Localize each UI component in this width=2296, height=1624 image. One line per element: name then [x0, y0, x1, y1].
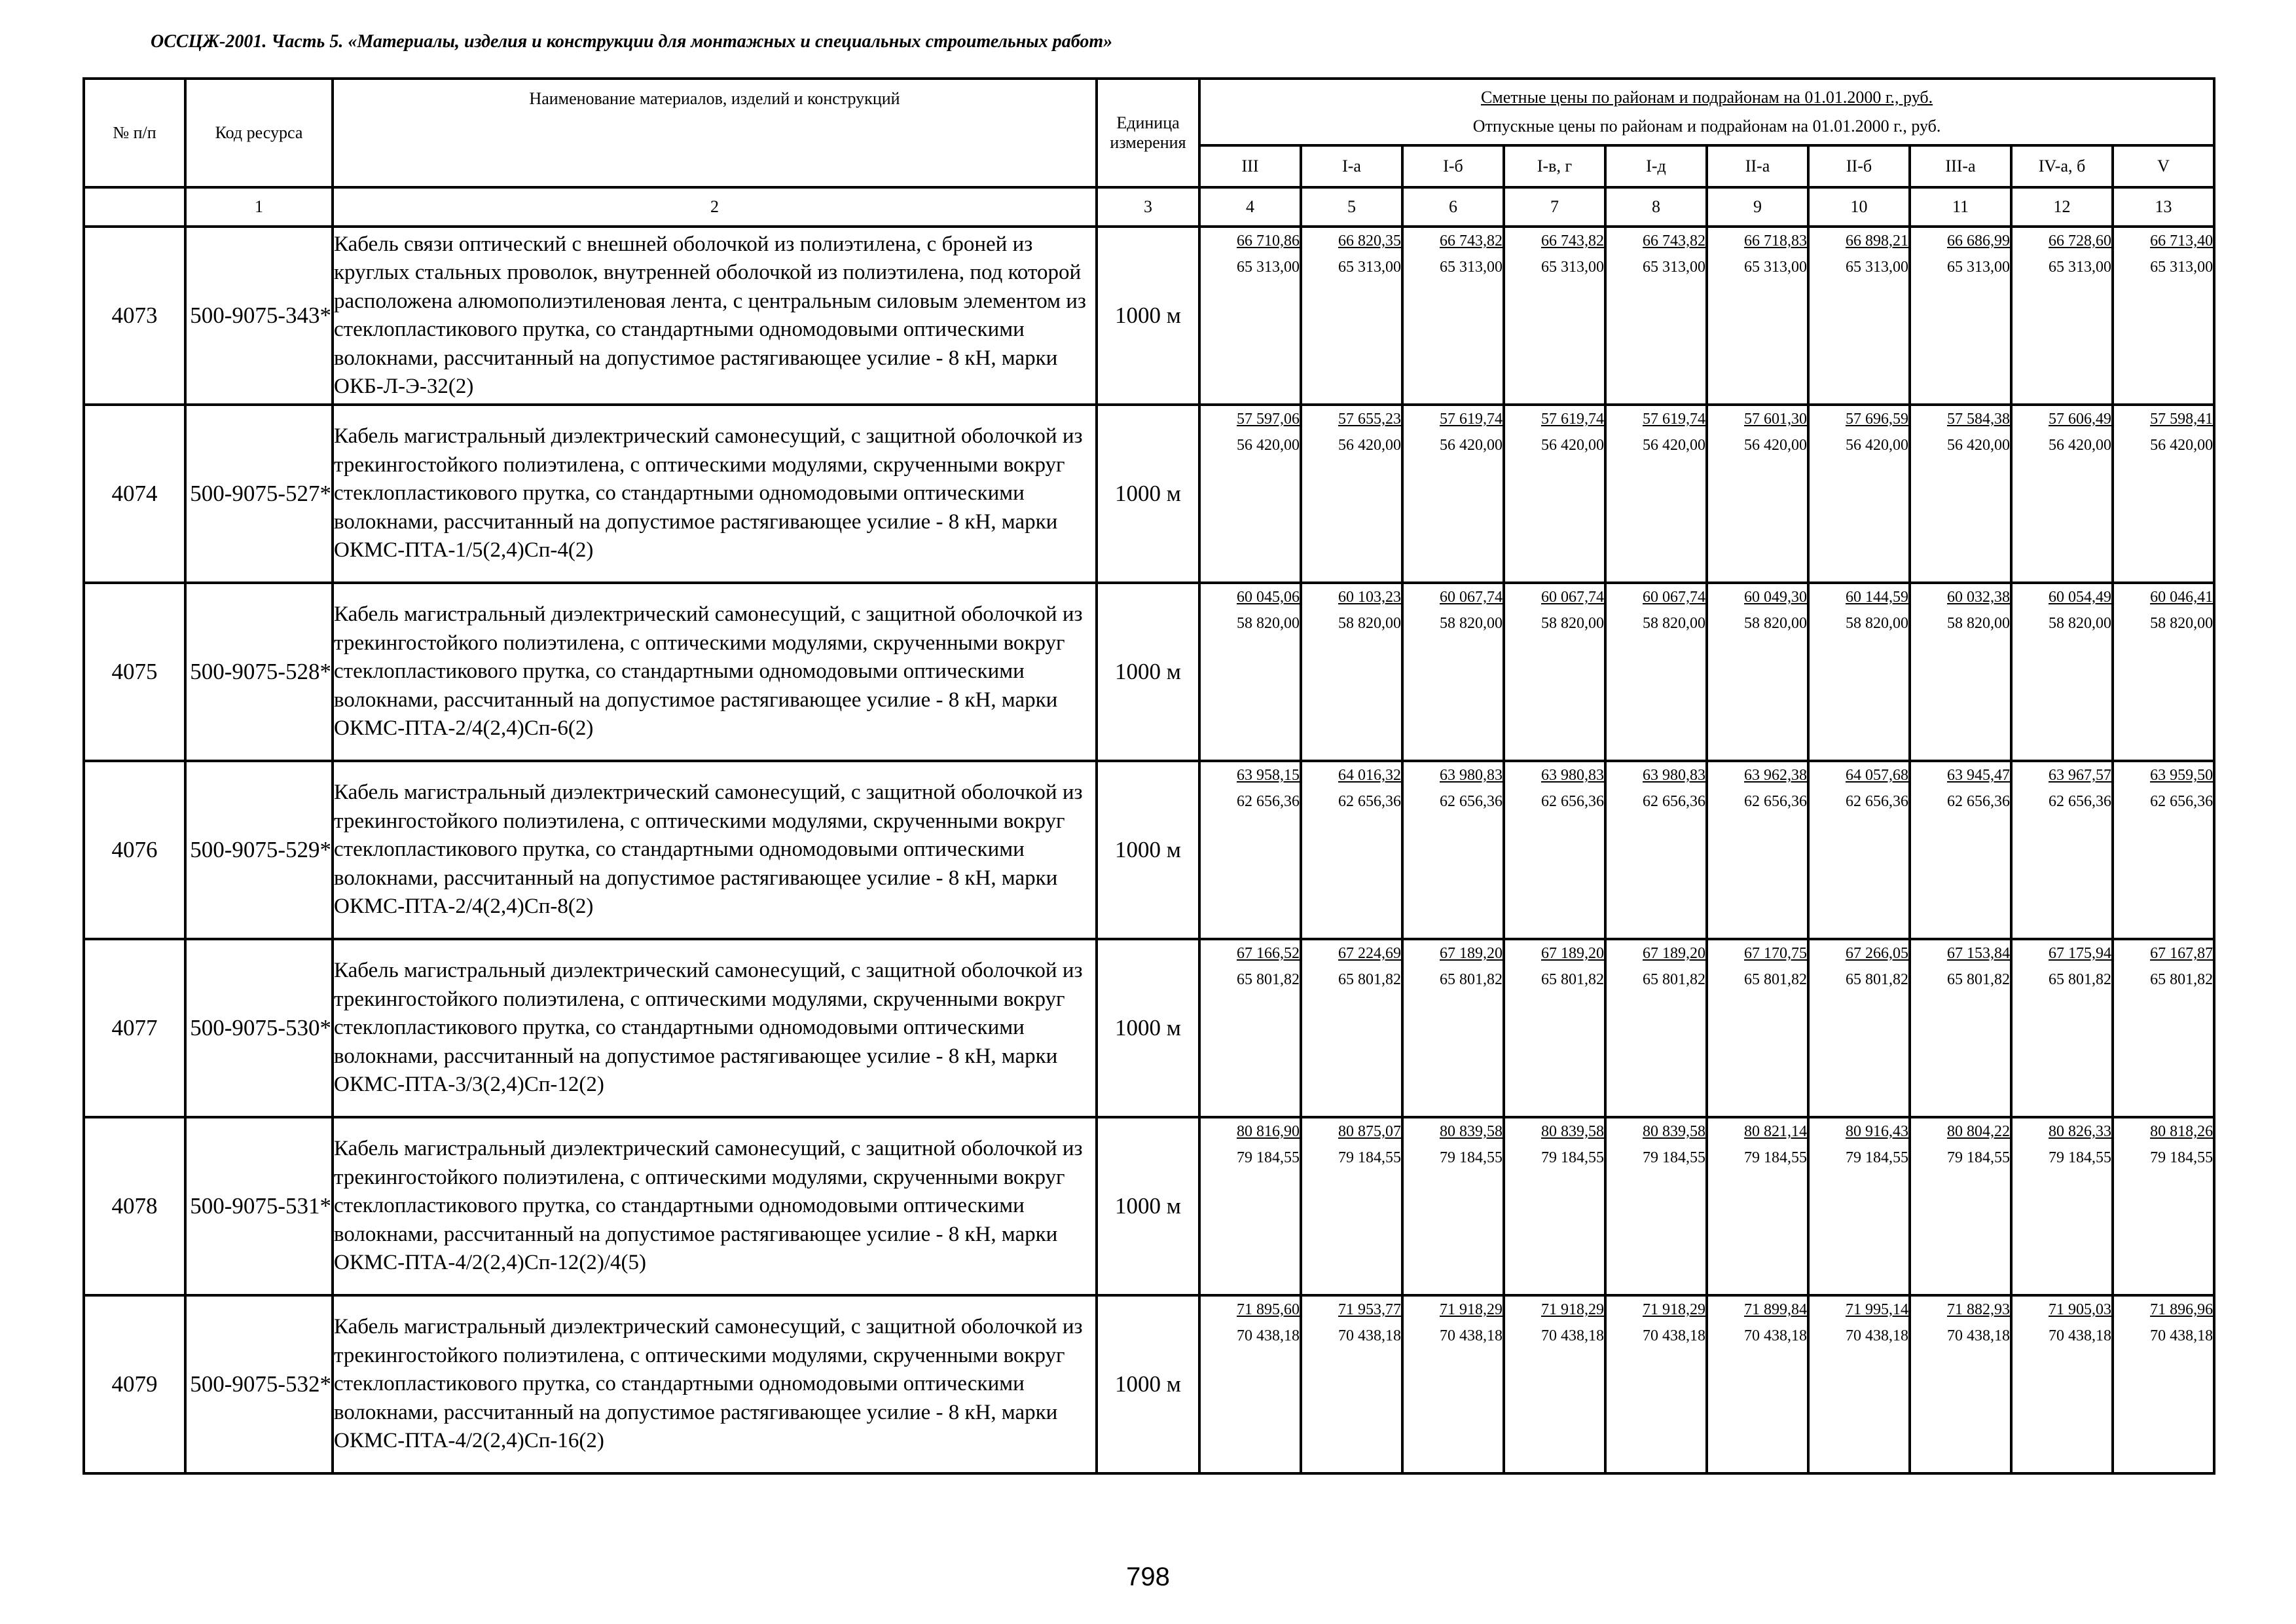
region-header: I-а — [1301, 145, 1402, 187]
price-cell — [1199, 761, 1301, 939]
estimate-price: 57 597,06 — [1237, 411, 1300, 428]
unit-of-measure: 1000 м — [1097, 939, 1199, 1117]
release-price: 58 820,00 — [1744, 615, 1807, 632]
estimate-price: 67 153,84 — [1947, 945, 2010, 962]
resource-code: 500-9075-529* — [185, 761, 333, 939]
price-cell — [1301, 761, 1402, 939]
release-price: 62 656,36 — [1947, 793, 2010, 810]
price-cell — [1402, 1117, 1504, 1295]
resource-code: 500-9075-528* — [185, 583, 333, 761]
price-cell — [1707, 761, 1808, 939]
estimate-price: 80 839,58 — [1643, 1123, 1705, 1140]
price-cell — [1402, 583, 1504, 761]
estimate-price: 57 619,74 — [1643, 411, 1705, 428]
estimate-price: 80 818,26 — [2150, 1123, 2214, 1140]
price-cell — [1301, 1117, 1402, 1295]
estimate-price: 71 953,77 — [1338, 1301, 1401, 1318]
price-cell — [1808, 227, 1910, 405]
estimate-price: 66 686,99 — [1947, 232, 2010, 249]
column-number: 4 — [1199, 187, 1301, 227]
document-header: ОССЦЖ-2001. Часть 5. «Материалы, изделия и конструкции для монтажных и специальных строительных работ» — [151, 31, 1113, 52]
item-name: Кабель магистральный диэлектрический самонесущий, с защитной оболочкой из трекингостойкого полиэтилена, с оптическими модулями, скрученными вокруг стеклопластикового прутка, со стандартными одномодовыми оптическими волокнами, рассчитанный на допустимое растягивающее усилие - 8 кН, марки ОКМС-ПТА-4/2(2,4)Сп-12(2)/4(5) — [333, 1117, 1097, 1295]
estimate-price: 80 839,58 — [1541, 1123, 1604, 1140]
header-unit: Единица измерения — [1097, 79, 1199, 187]
price-cell — [1504, 583, 1605, 761]
release-price: 65 801,82 — [1846, 971, 1908, 988]
price-cell — [1707, 1295, 1808, 1473]
price-cell — [2011, 939, 2113, 1117]
header-num: № п/п — [84, 79, 185, 187]
price-cell — [1707, 583, 1808, 761]
estimate-price: 80 839,58 — [1440, 1123, 1503, 1140]
unit-of-measure: 1000 м — [1097, 1295, 1199, 1473]
page-number: 798 — [1126, 1562, 1170, 1591]
item-name: Кабель магистральный диэлектрический самонесущий, с защитной оболочкой из трекингостойкого полиэтилена, с оптическими модулями, скрученными вокруг стеклопластикового прутка, со стандартными одномодовыми оптическими волокнами, рассчитанный на допустимое растягивающее усилие - 8 кН, марки ОКМС-ПТА-4/2(2,4)Сп-16(2) — [333, 1295, 1097, 1473]
release-price: 65 313,00 — [1947, 259, 2010, 276]
release-price: 56 420,00 — [1440, 437, 1503, 454]
price-cell — [1402, 227, 1504, 405]
price-cell — [1605, 939, 1707, 1117]
estimate-price: 60 144,59 — [1846, 589, 1908, 606]
row-number: 4073 — [84, 227, 185, 405]
release-price: 62 656,36 — [1237, 793, 1300, 810]
release-price: 65 801,82 — [1237, 971, 1300, 988]
column-number: 8 — [1605, 187, 1707, 227]
release-price: 79 184,55 — [1947, 1149, 2010, 1166]
price-cell — [1605, 583, 1707, 761]
region-header: IV-а, б — [2011, 145, 2113, 187]
region-header: II-б — [1808, 145, 1910, 187]
estimate-price: 71 882,93 — [1947, 1301, 2010, 1318]
item-name: Кабель связи оптический с внешней оболочкой из полиэтилена, с броней из круглых стальных проволок, внутренней оболочкой из полиэтилена, под которой расположена алюмополиэтиленовая лента, с центральным силовым элементом из стеклопластикового прутка, со стандартными одномодовыми оптическими волокнами, рассчитанный на допустимое растягивающее усилие - 8 кН, марки ОКБ-Л-Э-32(2) — [333, 227, 1097, 405]
estimate-price: 60 032,38 — [1947, 589, 2010, 606]
release-price: 65 801,82 — [1541, 971, 1604, 988]
row-number: 4078 — [84, 1117, 185, 1295]
price-cell — [1504, 761, 1605, 939]
header-prices — [1199, 79, 2214, 145]
estimate-price: 67 166,52 — [1237, 945, 1300, 962]
release-price: 79 184,55 — [2049, 1149, 2111, 1166]
table-row — [84, 583, 2214, 761]
release-price: 70 438,18 — [1237, 1327, 1300, 1344]
price-cell — [1504, 939, 1605, 1117]
region-header: I-б — [1402, 145, 1504, 187]
region-header: II-а — [1707, 145, 1808, 187]
price-cell — [1605, 227, 1707, 405]
price-cell — [1707, 1117, 1808, 1295]
table-row — [84, 761, 2214, 939]
estimate-price: 64 057,68 — [1846, 767, 1908, 784]
estimate-price: 63 980,83 — [1541, 767, 1604, 784]
release-price: 56 420,00 — [1643, 437, 1705, 454]
release-price: 65 313,00 — [1744, 259, 1807, 276]
estimate-price: 67 189,20 — [1541, 945, 1604, 962]
table-row — [84, 1117, 2214, 1295]
price-cell — [1910, 939, 2011, 1117]
estimate-price: 60 045,06 — [1237, 589, 1300, 606]
estimate-price: 63 958,15 — [1237, 767, 1300, 784]
price-cell — [1402, 939, 1504, 1117]
header-code: Код ресурса — [185, 79, 333, 187]
estimate-price: 71 899,84 — [1744, 1301, 1807, 1318]
release-price: 65 801,82 — [1440, 971, 1503, 988]
row-number: 4075 — [84, 583, 185, 761]
price-cell — [2011, 761, 2113, 939]
item-name: Кабель магистральный диэлектрический самонесущий, с защитной оболочкой из трекингостойкого полиэтилена, с оптическими модулями, скрученными вокруг стеклопластикового прутка, со стандартными одномодовыми оптическими волокнами, рассчитанный на допустимое растягивающее усилие - 8 кН, марки ОКМС-ПТА-2/4(2,4)Сп-6(2) — [333, 583, 1097, 761]
estimate-price: 71 918,29 — [1541, 1301, 1604, 1318]
release-price: 62 656,36 — [2049, 793, 2111, 810]
release-price: 56 420,00 — [1744, 437, 1807, 454]
price-cell — [1605, 1117, 1707, 1295]
estimate-price: 60 049,30 — [1744, 589, 1807, 606]
estimate-price: 60 067,74 — [1440, 589, 1503, 606]
unit-of-measure: 1000 м — [1097, 1117, 1199, 1295]
price-table — [82, 77, 2215, 1475]
estimate-price: 66 728,60 — [2049, 232, 2111, 249]
release-price: 65 313,00 — [1338, 259, 1401, 276]
release-price: 62 656,36 — [2150, 793, 2214, 810]
price-cell — [1301, 939, 1402, 1117]
release-price: 70 438,18 — [1947, 1327, 2010, 1344]
row-number: 4079 — [84, 1295, 185, 1473]
estimate-price: 63 980,83 — [1440, 767, 1503, 784]
column-number-row — [84, 187, 2214, 227]
estimate-price: 57 606,49 — [2049, 411, 2111, 428]
estimate-price: 66 713,40 — [2150, 232, 2214, 249]
price-cell — [1504, 405, 1605, 583]
release-price: 56 420,00 — [1846, 437, 1908, 454]
price-cell — [1199, 1295, 1301, 1473]
item-name: Кабель магистральный диэлектрический самонесущий, с защитной оболочкой из трекингостойкого полиэтилена, с оптическими модулями, скрученными вокруг стеклопластикового прутка, со стандартными одномодовыми оптическими волокнами, рассчитанный на допустимое растягивающее усилие - 8 кН, марки ОКМС-ПТА-3/3(2,4)Сп-12(2) — [333, 939, 1097, 1117]
release-price: 62 656,36 — [1744, 793, 1807, 810]
release-price: 70 438,18 — [1440, 1327, 1503, 1344]
release-price: 56 420,00 — [1947, 437, 2010, 454]
estimate-price: 63 945,47 — [1947, 767, 2010, 784]
price-cell — [1199, 1117, 1301, 1295]
estimate-price: 67 266,05 — [1846, 945, 1908, 962]
row-number: 4077 — [84, 939, 185, 1117]
release-price: 70 438,18 — [2049, 1327, 2111, 1344]
price-cell — [2113, 227, 2214, 405]
estimate-price: 66 710,86 — [1237, 232, 1300, 249]
column-number: 5 — [1301, 187, 1402, 227]
estimate-price: 67 189,20 — [1643, 945, 1705, 962]
release-price: 65 313,00 — [1541, 259, 1604, 276]
price-cell — [2113, 405, 2214, 583]
estimate-price: 63 959,50 — [2150, 767, 2214, 784]
estimate-price: 80 826,33 — [2049, 1123, 2111, 1140]
release-price: 70 438,18 — [1541, 1327, 1604, 1344]
row-number: 4074 — [84, 405, 185, 583]
resource-code: 500-9075-527* — [185, 405, 333, 583]
estimate-price: 67 175,94 — [2049, 945, 2111, 962]
release-price: 70 438,18 — [1744, 1327, 1807, 1344]
estimate-price: 80 916,43 — [1846, 1123, 1908, 1140]
release-price: 62 656,36 — [1846, 793, 1908, 810]
estimate-price: 80 821,14 — [1744, 1123, 1807, 1140]
release-price: 65 801,82 — [1643, 971, 1705, 988]
release-price: 56 420,00 — [1541, 437, 1604, 454]
release-price: 70 438,18 — [1846, 1327, 1908, 1344]
price-cell — [1504, 1295, 1605, 1473]
release-price: 65 801,82 — [1947, 971, 2010, 988]
price-cell — [1301, 1295, 1402, 1473]
release-price: 58 820,00 — [1643, 615, 1705, 632]
column-number: 2 — [333, 187, 1097, 227]
release-price: 79 184,55 — [1744, 1149, 1807, 1166]
region-header: V — [2113, 145, 2214, 187]
release-price: 58 820,00 — [1541, 615, 1604, 632]
price-cell — [1707, 405, 1808, 583]
release-price: 58 820,00 — [2150, 615, 2214, 632]
estimate-price: 66 898,21 — [1846, 232, 1908, 249]
price-cell — [1808, 761, 1910, 939]
release-price: 65 801,82 — [1744, 971, 1807, 988]
release-price: 65 313,00 — [1440, 259, 1503, 276]
release-price: 79 184,55 — [2150, 1149, 2214, 1166]
table-row — [84, 1295, 2214, 1473]
release-price: 62 656,36 — [1541, 793, 1604, 810]
price-cell — [1910, 583, 2011, 761]
price-cell — [2113, 939, 2214, 1117]
item-name: Кабель магистральный диэлектрический самонесущий, с защитной оболочкой из трекингостойкого полиэтилена, с оптическими модулями, скрученными вокруг стеклопластикового прутка, со стандартными одномодовыми оптическими волокнами, рассчитанный на допустимое растягивающее усилие - 8 кН, марки ОКМС-ПТА-2/4(2,4)Сп-8(2) — [333, 761, 1097, 939]
column-number: 7 — [1504, 187, 1605, 227]
column-number-blank — [84, 187, 185, 227]
release-price: 79 184,55 — [1237, 1149, 1300, 1166]
estimate-price: 66 743,82 — [1643, 232, 1705, 249]
estimate-price: 71 905,03 — [2049, 1301, 2111, 1318]
resource-code: 500-9075-532* — [185, 1295, 333, 1473]
release-price: 58 820,00 — [1440, 615, 1503, 632]
resource-code: 500-9075-531* — [185, 1117, 333, 1295]
estimate-price: 60 103,23 — [1338, 589, 1401, 606]
price-cell — [1808, 1295, 1910, 1473]
price-cell — [1707, 227, 1808, 405]
unit-of-measure: 1000 м — [1097, 583, 1199, 761]
estimate-price: 66 820,35 — [1338, 232, 1401, 249]
unit-of-measure: 1000 м — [1097, 761, 1199, 939]
unit-of-measure: 1000 м — [1097, 405, 1199, 583]
estimate-price: 71 918,29 — [1643, 1301, 1705, 1318]
estimate-price: 57 619,74 — [1440, 411, 1503, 428]
estimate-price: 67 170,75 — [1744, 945, 1807, 962]
release-price: 62 656,36 — [1643, 793, 1705, 810]
release-price: 58 820,00 — [2049, 615, 2111, 632]
unit-of-measure: 1000 м — [1097, 227, 1199, 405]
region-header: III-а — [1910, 145, 2011, 187]
price-cell — [1707, 939, 1808, 1117]
price-cell — [1199, 405, 1301, 583]
release-price: 79 184,55 — [1643, 1149, 1705, 1166]
estimate-price: 60 067,74 — [1541, 589, 1604, 606]
estimate-price: 71 896,96 — [2150, 1301, 2214, 1318]
price-cell — [2113, 761, 2214, 939]
release-price: 56 420,00 — [2049, 437, 2111, 454]
release-price: 65 313,00 — [1846, 259, 1908, 276]
column-number: 13 — [2113, 187, 2214, 227]
release-price: 65 313,00 — [2150, 259, 2214, 276]
estimate-price: 64 016,32 — [1338, 767, 1401, 784]
estimate-price: 67 224,69 — [1338, 945, 1401, 962]
price-cell — [2011, 1117, 2113, 1295]
estimate-price: 67 189,20 — [1440, 945, 1503, 962]
price-cell — [1199, 227, 1301, 405]
estimate-price: 67 167,87 — [2150, 945, 2214, 962]
price-cell — [1808, 583, 1910, 761]
table-row — [84, 405, 2214, 583]
column-number: 1 — [185, 187, 333, 227]
column-number: 9 — [1707, 187, 1808, 227]
estimate-price: 66 743,82 — [1440, 232, 1503, 249]
release-price: 65 801,82 — [2049, 971, 2111, 988]
release-price: 65 313,00 — [1643, 259, 1705, 276]
estimate-price: 63 967,57 — [2049, 767, 2111, 784]
price-cell — [1199, 583, 1301, 761]
row-number: 4076 — [84, 761, 185, 939]
price-cell — [1808, 1117, 1910, 1295]
column-number: 12 — [2011, 187, 2113, 227]
price-cell — [1402, 405, 1504, 583]
price-cell — [1301, 583, 1402, 761]
column-number: 6 — [1402, 187, 1504, 227]
price-cell — [1910, 405, 2011, 583]
header-name: Наименование материалов, изделий и конструкций — [333, 79, 1097, 187]
resource-code: 500-9075-343* — [185, 227, 333, 405]
price-cell — [2113, 583, 2214, 761]
resource-code: 500-9075-530* — [185, 939, 333, 1117]
release-price: 58 820,00 — [1947, 615, 2010, 632]
release-price: 58 820,00 — [1846, 615, 1908, 632]
estimate-price: 57 584,38 — [1947, 411, 2010, 428]
release-price: 58 820,00 — [1237, 615, 1300, 632]
estimate-price: 80 804,22 — [1947, 1123, 2010, 1140]
estimate-price: 71 895,60 — [1237, 1301, 1300, 1318]
price-cell — [2011, 1295, 2113, 1473]
estimate-price: 60 054,49 — [2049, 589, 2111, 606]
price-cell — [2113, 1295, 2214, 1473]
column-number: 3 — [1097, 187, 1199, 227]
estimate-price: 57 655,23 — [1338, 411, 1401, 428]
estimate-price: 66 743,82 — [1541, 232, 1604, 249]
release-price: 70 438,18 — [1338, 1327, 1401, 1344]
header-prices-release: Отпускные цены по районам и подрайонам на 01.01.2000 г., руб. — [1472, 117, 1941, 136]
price-cell — [1605, 1295, 1707, 1473]
release-price: 56 420,00 — [2150, 437, 2214, 454]
column-number: 10 — [1808, 187, 1910, 227]
release-price: 58 820,00 — [1338, 615, 1401, 632]
estimate-price: 60 046,41 — [2150, 589, 2214, 606]
table-body — [84, 227, 2214, 1473]
price-cell — [1199, 939, 1301, 1117]
column-number: 11 — [1910, 187, 2011, 227]
estimate-price: 71 995,14 — [1846, 1301, 1908, 1318]
estimate-price: 60 067,74 — [1643, 589, 1705, 606]
price-cell — [2113, 1117, 2214, 1295]
release-price: 79 184,55 — [1846, 1149, 1908, 1166]
release-price: 65 313,00 — [2049, 259, 2111, 276]
header-prices-estimate: Сметные цены по районам и подрайонам на 01.01.2000 г., руб. — [1480, 88, 1933, 107]
release-price: 70 438,18 — [2150, 1327, 2214, 1344]
release-price: 65 313,00 — [1237, 259, 1300, 276]
price-cell — [1910, 1117, 2011, 1295]
table-row — [84, 939, 2214, 1117]
estimate-price: 71 918,29 — [1440, 1301, 1503, 1318]
release-price: 56 420,00 — [1338, 437, 1401, 454]
release-price: 79 184,55 — [1541, 1149, 1604, 1166]
estimate-price: 57 696,59 — [1846, 411, 1908, 428]
release-price: 65 801,82 — [1338, 971, 1401, 988]
estimate-price: 80 875,07 — [1338, 1123, 1401, 1140]
release-price: 79 184,55 — [1440, 1149, 1503, 1166]
price-cell — [2011, 583, 2113, 761]
release-price: 79 184,55 — [1338, 1149, 1401, 1166]
release-price: 65 801,82 — [2150, 971, 2214, 988]
release-price: 70 438,18 — [1643, 1327, 1705, 1344]
price-cell — [1402, 1295, 1504, 1473]
estimate-price: 63 962,38 — [1744, 767, 1807, 784]
estimate-price: 57 601,30 — [1744, 411, 1807, 428]
region-header: I-д — [1605, 145, 1707, 187]
price-cell — [1808, 405, 1910, 583]
item-name: Кабель магистральный диэлектрический самонесущий, с защитной оболочкой из трекингостойкого полиэтилена, с оптическими модулями, скрученными вокруг стеклопластикового прутка, со стандартными одномодовыми оптическими волокнами, рассчитанный на допустимое растягивающее усилие - 8 кН, марки ОКМС-ПТА-1/5(2,4)Сп-4(2) — [333, 405, 1097, 583]
price-cell — [2011, 405, 2113, 583]
release-price: 62 656,36 — [1440, 793, 1503, 810]
price-cell — [1504, 227, 1605, 405]
price-cell — [1301, 227, 1402, 405]
price-cell — [1605, 405, 1707, 583]
estimate-price: 80 816,90 — [1237, 1123, 1300, 1140]
price-cell — [2011, 227, 2113, 405]
price-cell — [1910, 227, 2011, 405]
estimate-price: 66 718,83 — [1744, 232, 1807, 249]
estimate-price: 57 619,74 — [1541, 411, 1604, 428]
price-cell — [1402, 761, 1504, 939]
region-header: I-в, г — [1504, 145, 1605, 187]
release-price: 62 656,36 — [1338, 793, 1401, 810]
price-cell — [1910, 761, 2011, 939]
price-cell — [1301, 405, 1402, 583]
estimate-price: 57 598,41 — [2150, 411, 2214, 428]
region-header: III — [1199, 145, 1301, 187]
release-price: 56 420,00 — [1237, 437, 1300, 454]
price-cell — [1605, 761, 1707, 939]
estimate-price: 63 980,83 — [1643, 767, 1705, 784]
price-cell — [1808, 939, 1910, 1117]
price-cell — [1504, 1117, 1605, 1295]
price-cell — [1910, 1295, 2011, 1473]
table-row — [84, 227, 2214, 405]
